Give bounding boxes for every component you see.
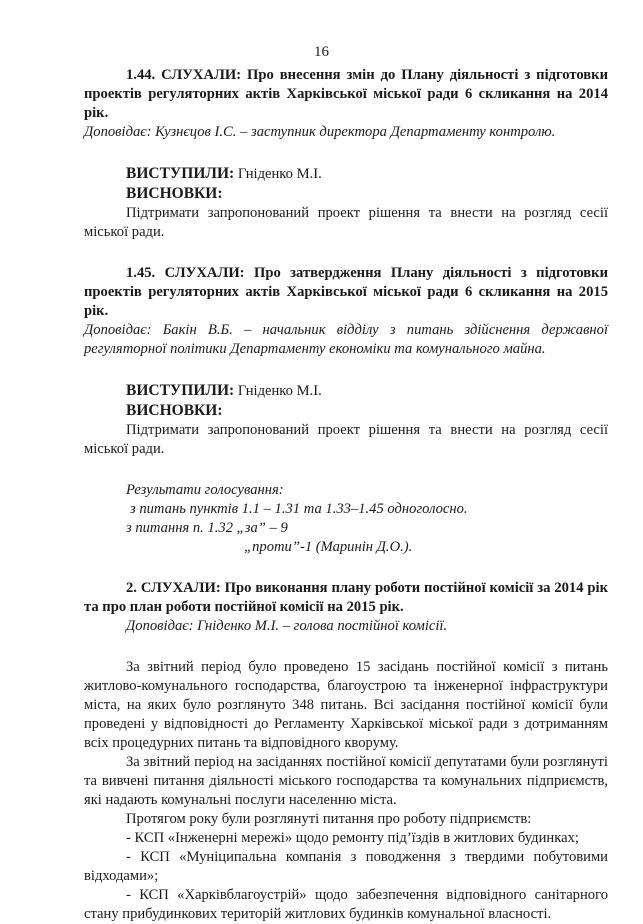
section-1-44-conclusions-label: ВИСНОВКИ: [126,185,223,202]
page-number: 16 [314,44,329,60]
section-2-paragraph-2: За звітний період на засіданнях постійної комісії депутатами були розглянуті та вивчені питання діяльності міського господарства та комунальних підприємств, які надають комунальні послуги населенню міста. [84,754,608,808]
section-2-heading: 2. СЛУХАЛИ: Про виконання плану роботи постійної комісії за 2014 рік та про план роботи постійної комісії на 2015 рік. [84,580,608,615]
section-2-paragraph-1: За звітний період було проведено 15 засідань постійної комісії з питань житлово-комунального господарства, благоустрою та інженерної інфраструктури міста, на яких було розглянуто 348 питань. Всі засідання постійної комісії були проведені у відповідності до Регламенту Харківської міської ради з дотриманням всіх процедурних питань та відповідного кворуму. [84,659,608,751]
spoke-label: ВИСТУПИЛИ: [126,382,235,399]
spoke-name: Гніденко М.І. [237,383,322,399]
voting-line-1: з питань пунктів 1.1 – 1.31 та 1.33–1.45 одноголосно. [130,501,468,517]
section-1-44-conclusions-text: Підтримати запропонований проект рішення та внести на розгляд сесії міської ради. [84,205,608,240]
section-1-45-speaker: Доповідає: Бакін В.Б. – начальник відділу з питань здійснення державної регуляторної політики Департаменту економіки та комунального майна. [84,322,608,357]
section-1-45-heading: 1.45. СЛУХАЛИ: Про затвердження Плану діяльності з підготовки проектів регуляторних актів Харківської міської ради 6 скликання на 2015 рік. [84,265,608,319]
voting-title: Результати голосування: [126,482,284,498]
spoke-name: Гніденко М.І. [237,166,322,182]
spoke-label: ВИСТУПИЛИ: [126,165,235,182]
section-1-45-conclusions-label: ВИСНОВКИ: [126,402,223,419]
section-2-speaker: Доповідає: Гніденко М.І. – голова постійної комісії. [126,618,448,634]
section-2-item-2: - КСП «Муніципальна компанія з поводження з твердими побутовими відходами»; [84,849,608,884]
voting-results [84,481,608,557]
section-1-45-conclusions-text: Підтримати запропонований проект рішення та внести на розгляд сесії міської ради. [84,422,608,457]
voting-line-2: з питання п. 1.32 „за” – 9 [126,520,288,536]
section-1-44-speaker: Доповідає: Кузнєцов І.С. – заступник директора Департаменту контролю. [84,124,556,140]
page-content [84,66,608,924]
voting-line-3: „проти”-1 (Маринін Д.О.). [244,539,413,555]
section-1-44-heading: 1.44. СЛУХАЛИ: Про внесення змін до Плану діяльності з підготовки проектів регуляторних актів Харківської міської ради 6 скликання на 2014 рік. [84,67,608,121]
section-2-item-1: - КСП «Інженерні мережі» щодо ремонту під’їздів в житлових будинках; [126,830,579,846]
section-1-44-spoke [84,164,608,184]
section-2-item-3: - КСП «Харківблагоустрій» щодо забезпечення відповідного санітарного стану прибудинкових територій житлових будинків комунальної власності. [84,887,608,922]
section-1-45-spoke [84,381,608,401]
section-2-paragraph-3: Протягом року були розглянуті питання про роботу підприємств: [126,811,532,827]
